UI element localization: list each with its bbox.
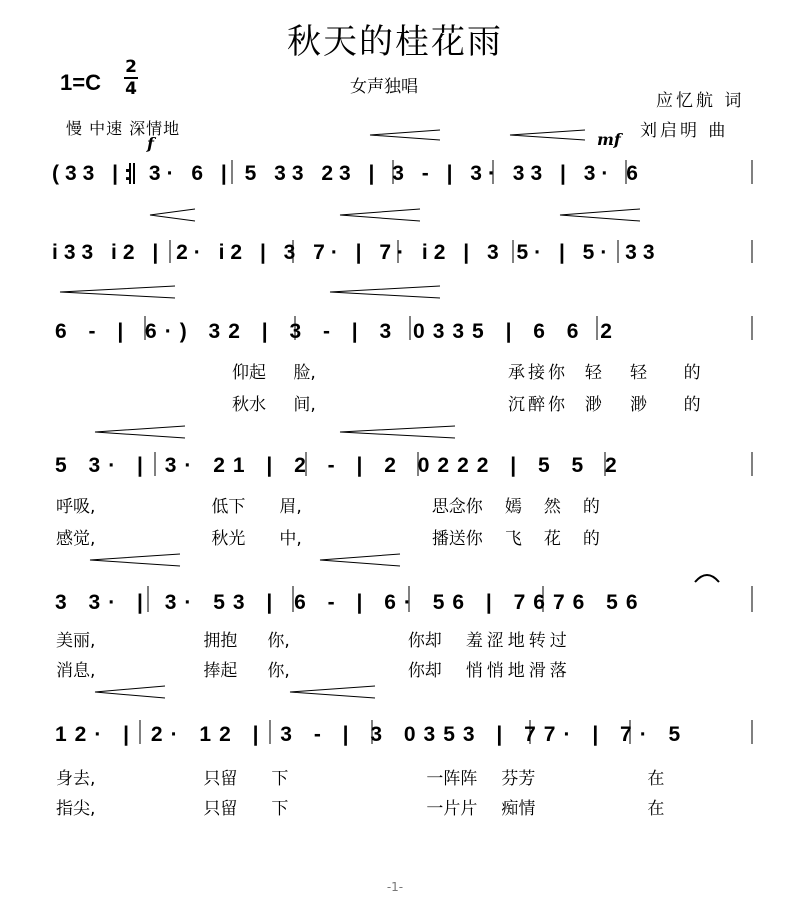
lyrics-verse2-line3b: 沉醉你 渺 渺 的 — [508, 395, 704, 415]
lyrics-verse2-line6: 指尖, 只留 下 一片片 痴情 在 — [56, 799, 665, 819]
notation-line-5: 3 3· | 3· 53 | 6 - | 6· 56 | 7676 56 — [55, 591, 646, 614]
lyrics-verse1-line3b: 承接你 轻 轻 的 — [508, 363, 704, 383]
score-line-1 — [0, 120, 790, 190]
notation-line-1: (33 |: 3· 6 | 5 33 23 | 3 - | 3· 33 | 3· 6 — [52, 162, 644, 185]
tempo-marking: 慢 中速 深情地 — [66, 119, 181, 138]
page-number: -1- — [386, 880, 404, 894]
lyrics-verse1-line6: 身去, 只留 下 一阵阵 芬芳 在 — [56, 769, 665, 789]
lyricist: 应忆航 词 — [656, 91, 745, 111]
dynamic-forte: f — [147, 134, 154, 153]
dynamic-mezzo-forte: mf — [597, 130, 621, 149]
lyrics-verse2-line5: 消息, 捧起 你, 你却 悄悄地滑落 — [56, 661, 571, 681]
song-title: 秋天的桂花雨 — [287, 22, 503, 62]
notation-line-6: 12· | 2· 12 | 3 - | 3 0353 | 77· | 7· 5 — [55, 723, 689, 746]
notation-line-4: 5 3· | 3· 21 | 2 - | 2 0222 | 5 5 2 — [55, 454, 625, 477]
lyrics-verse1-line3: 仰起 脸, — [232, 363, 316, 383]
score-line-6 — [0, 680, 790, 750]
notation-line-3: 6 - | 6·) 32 | 3 - | 3 0335 | 6 6 2 — [55, 320, 620, 343]
lyrics-verse2-line4: 感觉, 秋光 中, 播送你 飞 花 的 — [56, 529, 600, 549]
meter-bottom: 4 — [125, 79, 137, 99]
voice-type: 女声独唱 — [350, 77, 418, 97]
score-line-5 — [0, 546, 790, 616]
score-line-2 — [0, 203, 790, 273]
score-line-4 — [0, 412, 790, 482]
key-signature: 1=C — [60, 70, 101, 95]
score-line-3 — [0, 278, 790, 348]
meter-top: 2 — [125, 57, 137, 77]
lyrics-verse1-line5: 美丽, 拥抱 你, 你却 羞涩地转过 — [56, 631, 571, 651]
notation-line-2: i33 i2 | 2· i2 | 3 7· | 7· i2 | 3 5· | 5· 33 — [52, 241, 661, 264]
time-signature — [124, 58, 138, 98]
composer: 刘启明 曲 — [640, 121, 729, 141]
lyrics-verse2-line3: 秋水 间, — [232, 395, 316, 415]
lyrics-verse1-line4: 呼吸, 低下 眉, 思念你 嫣 然 的 — [56, 497, 600, 517]
